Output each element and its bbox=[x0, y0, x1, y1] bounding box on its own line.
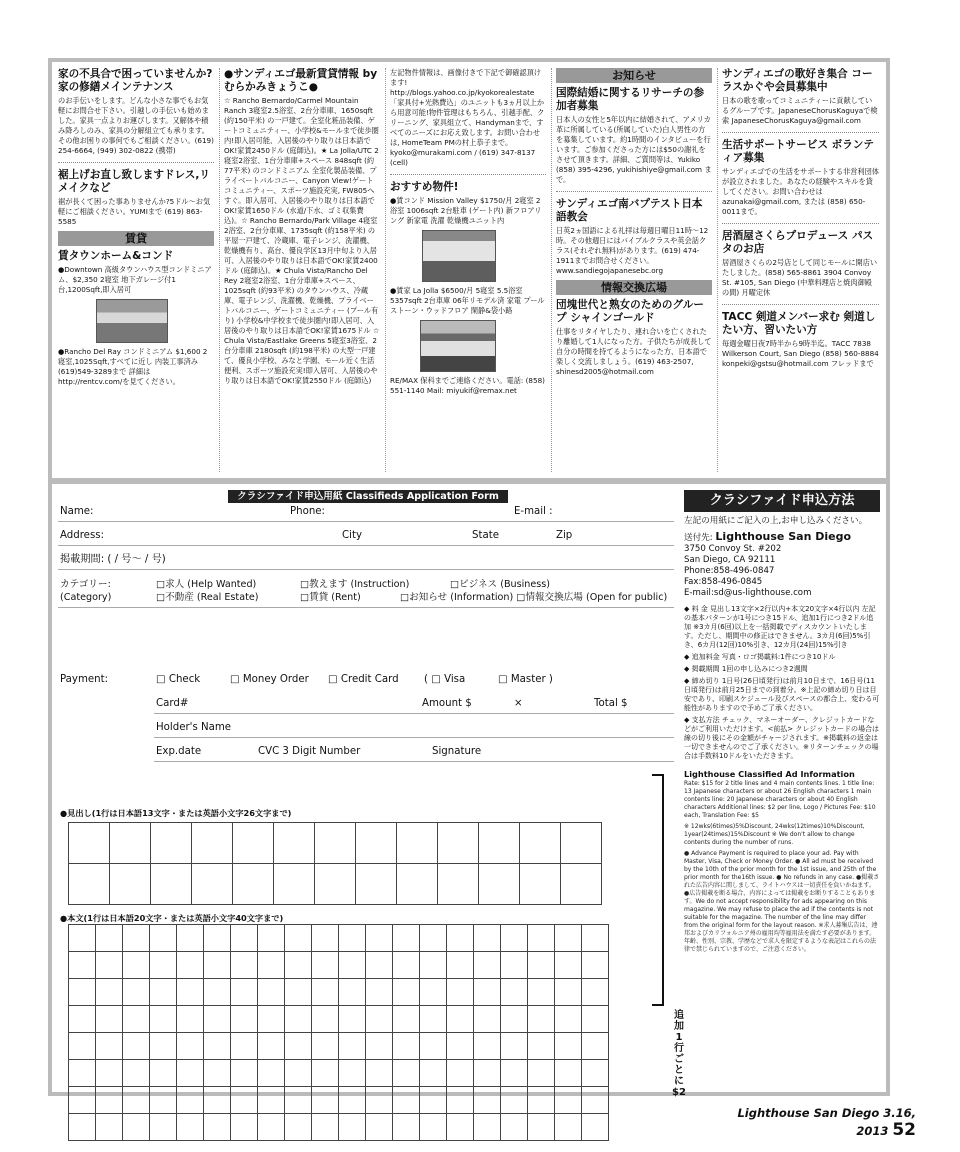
grid-cell[interactable] bbox=[555, 979, 582, 1006]
holder-name-field[interactable]: Holder's Name bbox=[156, 722, 232, 733]
condo-photo bbox=[422, 230, 496, 282]
ad-text: ●賃コンド Mission Valley $1750/月 2寝室 2浴室 1006sqft 2台駐車 (ゲート内) 新フロアリング 新家電 洗濯 乾燥機ユニット内 bbox=[390, 196, 542, 225]
ad-text: 仕事をリタイヤしたり、連れ合いを亡くされたり離婚して1人になった方。子供たちが成長して自分の時間を持てるようになった方、日本語で楽しく交流しましょう。(619) 463-2507, shinesd2005@hotmail.com bbox=[556, 327, 712, 376]
grid-cell[interactable] bbox=[204, 1114, 231, 1141]
grid-cell[interactable] bbox=[312, 952, 339, 979]
grid-cell[interactable] bbox=[420, 1114, 447, 1141]
address-field[interactable]: Address: bbox=[60, 530, 105, 541]
grid-cell[interactable] bbox=[150, 925, 177, 952]
company-name: Lighthouse San Diego bbox=[715, 530, 852, 543]
grid-cell[interactable] bbox=[177, 1087, 204, 1114]
category-real-estate[interactable]: □不動産 (Real Estate) bbox=[156, 592, 259, 603]
grid-cell[interactable] bbox=[231, 925, 258, 952]
category-rent[interactable]: □賃貸 (Rent) bbox=[300, 592, 361, 603]
grid-cell[interactable] bbox=[582, 952, 609, 979]
bracket-line bbox=[652, 774, 664, 1006]
ad-text: 裾が長くて困った事ありませんか?5ドル〜お気軽にご相談ください。YUMIまで (619) 863-5585 bbox=[58, 197, 211, 226]
grid-cell[interactable] bbox=[339, 1006, 366, 1033]
grid-cell[interactable] bbox=[312, 979, 339, 1006]
additional-line-note: 追加1行ごとに$2 bbox=[672, 1010, 686, 1098]
grid-cell[interactable] bbox=[69, 1114, 96, 1141]
grid-cell[interactable] bbox=[69, 952, 96, 979]
body-grid[interactable] bbox=[68, 924, 609, 1141]
period-info: ◆ 掲載期間 1回の申し込みにつき2週間 bbox=[684, 665, 808, 673]
grid-cell[interactable] bbox=[366, 1006, 393, 1033]
english-info-terms: ● Advance Payment is required to place your ad. Pay with Master, Visa, Check or Money Order. ● All ad must be received by the 10th of the prior month for the 1st issue, and 25th of the prior month for the16th issue. ● No refunds in any case. ●掲載された広告内容に関しまして、ライトハウスは一切責任を負いかねます。●広告掲載を断る場合、内容によっては掲載をお断りすることもあります。We do not accept responsibility for ads appearing on this magazine. We may refuse to place the ad if the contents is not suitable for the magazine. The number of the line may differ from the original form for the layout reason. ※求人募集広告は、連邦およびカリフォルニア州の雇用均等雇用法を満たす必要があります。年齢、性別、宗教、学歴などで求人を限定するような表記はこれらの法律で禁じられていますので、ご注意ください。 bbox=[684, 850, 880, 953]
grid-cell[interactable] bbox=[150, 1114, 177, 1141]
row-period bbox=[58, 550, 674, 570]
grid-cell[interactable] bbox=[420, 925, 447, 952]
grid-cell[interactable] bbox=[150, 952, 177, 979]
row-holder bbox=[154, 718, 674, 738]
grid-cell[interactable] bbox=[474, 1114, 501, 1141]
grid-cell[interactable] bbox=[356, 823, 397, 864]
row-name bbox=[58, 502, 674, 522]
grid-cell[interactable] bbox=[204, 1033, 231, 1060]
grid-cell[interactable] bbox=[96, 1087, 123, 1114]
grid-cell[interactable] bbox=[96, 1060, 123, 1087]
grid-cell[interactable] bbox=[447, 1033, 474, 1060]
house-photo bbox=[420, 320, 496, 372]
grid-cell[interactable] bbox=[69, 1087, 96, 1114]
category-instruction[interactable]: □教えます (Instruction) bbox=[300, 579, 410, 590]
ad-text: 日英2ヵ国語による礼拝は毎週日曜日11時〜12時。その他週日にはバイブルクラスや英会話クラス(それぞれ無料)があります。(619) 474-1911までお問合せください。www.sandiegojapanesebc.org bbox=[556, 226, 709, 275]
grid-cell[interactable] bbox=[366, 1114, 393, 1141]
rate-info: ◆ 料 金 見出し13文字×2行以内+本文20文字×4行以内 左記の基本パターンが1号につき15ドル、追加1行につき2ドル追加 ※3カ月(6回)以上を一括掲載でディスカウントいたします。ただし、期間中の修正はできません。3カ月(6回)5%引き、6カ月(12回)10%引き、12カ月(24回)15%引き bbox=[684, 605, 876, 649]
grid-cell[interactable] bbox=[474, 952, 501, 979]
grid-cell[interactable] bbox=[285, 1087, 312, 1114]
section-band-rent: 賃貸 bbox=[58, 231, 214, 246]
grid-cell[interactable] bbox=[258, 952, 285, 979]
grid-cell[interactable] bbox=[555, 1006, 582, 1033]
grid-cell[interactable] bbox=[312, 1006, 339, 1033]
grid-cell[interactable] bbox=[528, 1006, 555, 1033]
grid-cell[interactable] bbox=[501, 1087, 528, 1114]
grid-cell[interactable] bbox=[123, 1114, 150, 1141]
ad-heading: 生活サポートサービス ボランティア募集 bbox=[722, 139, 874, 164]
instructions-intro: 左記の用紙にご記入の上,お申し込みください。 bbox=[684, 516, 868, 526]
category-help-wanted[interactable]: □求人 (Help Wanted) bbox=[156, 579, 257, 590]
grid-cell[interactable] bbox=[285, 1114, 312, 1141]
grid-cell[interactable] bbox=[339, 1114, 366, 1141]
grid-cell[interactable] bbox=[258, 979, 285, 1006]
grid-cell[interactable] bbox=[177, 1114, 204, 1141]
ad-text: のお手伝いをします。どんな小さな事でもお気軽にお問合せ下さい。引越しの手伝いも始めました。家具一点よりお運びします。又解体や積み降ろしのみ、家具の分解組立ても承ります。その他お困りの事何でもご相談ください。(619) 254-6664, (949) 302-0822 (携帯) bbox=[58, 96, 214, 155]
ad-heading: 賃タウンホーム&コンド bbox=[58, 250, 174, 262]
ad-text: RE/MAX 保科までご連絡ください。電話: (858) 551-1140 Mail: miyukif@remax.net bbox=[390, 376, 545, 395]
grid-cell[interactable] bbox=[177, 1033, 204, 1060]
page-number: 52 bbox=[892, 1120, 916, 1140]
grid-cell[interactable] bbox=[528, 1114, 555, 1141]
grid-cell[interactable] bbox=[123, 1087, 150, 1114]
signature-field[interactable]: Signature bbox=[432, 746, 482, 757]
ad-heading: サンディエゴ南バプテスト日本語教会 bbox=[556, 198, 703, 223]
grid-cell[interactable] bbox=[555, 1060, 582, 1087]
state-field[interactable]: State bbox=[472, 530, 499, 541]
period-field[interactable]: 掲載期間: ( / 号〜 / 号) bbox=[60, 554, 166, 565]
ad-heading: TACC 剣道メンバー求む 剣道したい方、習いたい方 bbox=[722, 311, 876, 336]
send-to-label: 送付先: bbox=[684, 533, 713, 543]
grid-cell[interactable] bbox=[231, 1114, 258, 1141]
grid-cell[interactable] bbox=[501, 1060, 528, 1087]
grid-cell[interactable] bbox=[447, 925, 474, 952]
grid-cell[interactable] bbox=[285, 1033, 312, 1060]
email-line[interactable]: E-mail:sd@us-lighthouse.com bbox=[684, 588, 812, 598]
grid-cell[interactable] bbox=[150, 1033, 177, 1060]
grid-cell[interactable] bbox=[233, 864, 274, 905]
amount-field[interactable]: Amount $ bbox=[422, 698, 472, 709]
ad-text: 日本の歌を歌ってコミュニティーに貢献しているグループです。JapaneseChorusKaguyaで検索 JapaneseChorusKaguya@gmail.com bbox=[722, 96, 878, 125]
phone-field[interactable]: Phone: bbox=[290, 506, 325, 517]
grid-cell[interactable] bbox=[312, 1087, 339, 1114]
grid-cell[interactable] bbox=[479, 864, 520, 905]
grid-cell[interactable] bbox=[258, 1033, 285, 1060]
row-exp bbox=[154, 742, 674, 762]
grid-cell[interactable] bbox=[192, 864, 233, 905]
ad-heading: ●サンディエゴ最新賃貸情報 by むらかみきょうこ● bbox=[224, 68, 378, 93]
grid-cell[interactable] bbox=[96, 979, 123, 1006]
ad-text: 日本人の女性と5年以内に結婚されて、アメリカ革に所属している(所属していた)白人男性の方を募集しています。約1時間のインタビューを行います。ご参加くださった方には$50の謝礼をさせて頂きます。詳細、ご質問等は、Yukiko (858) 395-4296, yukihishiye@gmail.com まで。 bbox=[556, 115, 712, 184]
grid-cell[interactable] bbox=[447, 979, 474, 1006]
ad-heading: 団塊世代と熟女のためのグループ シャインゴールド bbox=[556, 299, 704, 324]
application-form bbox=[58, 490, 674, 1090]
grid-cell[interactable] bbox=[96, 1006, 123, 1033]
headline-note: ●見出し(1行は日本語13文字・または英語小文字26文字まで) bbox=[60, 808, 292, 818]
grid-cell[interactable] bbox=[312, 925, 339, 952]
grid-cell[interactable] bbox=[393, 1033, 420, 1060]
grid-cell[interactable] bbox=[69, 864, 110, 905]
grid-cell[interactable] bbox=[312, 1114, 339, 1141]
ad-heading: 家の不具合で困っていませんか?家の修繕メインテナンス bbox=[58, 68, 213, 93]
grid-cell[interactable] bbox=[339, 952, 366, 979]
classified-listings bbox=[58, 68, 884, 472]
grid-cell[interactable] bbox=[528, 925, 555, 952]
grid-cell[interactable] bbox=[233, 823, 274, 864]
listing-column-3 bbox=[390, 68, 552, 472]
money-order-option[interactable]: □ Money Order bbox=[230, 674, 309, 685]
grid-cell[interactable] bbox=[420, 1087, 447, 1114]
page-footer bbox=[716, 1106, 916, 1140]
credit-card-option[interactable]: □ Credit Card bbox=[328, 674, 399, 685]
grid-cell[interactable] bbox=[474, 1087, 501, 1114]
grid-cell[interactable] bbox=[150, 1006, 177, 1033]
cvc-field[interactable]: CVC 3 Digit Number bbox=[258, 746, 361, 757]
listing-column-5 bbox=[722, 68, 884, 472]
master-option[interactable]: □ Master ) bbox=[498, 674, 553, 685]
grid-cell[interactable] bbox=[393, 952, 420, 979]
classifieds-frame bbox=[48, 58, 890, 1096]
grid-cell[interactable] bbox=[177, 1006, 204, 1033]
grid-cell[interactable] bbox=[258, 925, 285, 952]
grid-cell[interactable] bbox=[192, 823, 233, 864]
extra-fee-info: ◆ 追加料金 写真・ロゴ掲載料:1件につき10ドル bbox=[684, 653, 836, 661]
grid-cell[interactable] bbox=[474, 979, 501, 1006]
city-field[interactable]: City bbox=[342, 530, 362, 541]
grid-cell[interactable] bbox=[151, 864, 192, 905]
grid-cell[interactable] bbox=[520, 823, 561, 864]
grid-cell[interactable] bbox=[501, 1114, 528, 1141]
row-category bbox=[58, 576, 674, 608]
magazine-issue: Lighthouse San Diego 3.16, 2013 bbox=[737, 1106, 916, 1138]
grid-cell[interactable] bbox=[231, 979, 258, 1006]
grid-cell[interactable] bbox=[150, 979, 177, 1006]
name-field[interactable]: Name: bbox=[60, 506, 94, 517]
ad-heading: 裾上げお直し致しますドレス,リメイクなど bbox=[58, 169, 211, 194]
grid-cell[interactable] bbox=[366, 1033, 393, 1060]
grid-cell[interactable] bbox=[366, 925, 393, 952]
category-label: カテゴリー: bbox=[60, 579, 111, 590]
fax-line: Fax:858-496-0845 bbox=[684, 577, 763, 587]
grid-cell[interactable] bbox=[420, 1006, 447, 1033]
grid-cell[interactable] bbox=[123, 1033, 150, 1060]
body-note: ●本文(1行は日本語20文字・または英語小文字40文字まで) bbox=[60, 913, 284, 923]
grid-cell[interactable] bbox=[285, 1006, 312, 1033]
grid-cell[interactable] bbox=[177, 979, 204, 1006]
grid-cell[interactable] bbox=[96, 1033, 123, 1060]
grid-cell[interactable] bbox=[555, 1033, 582, 1060]
grid-cell[interactable] bbox=[393, 1060, 420, 1087]
grid-cell[interactable] bbox=[393, 925, 420, 952]
grid-cell[interactable] bbox=[69, 979, 96, 1006]
grid-cell[interactable] bbox=[474, 925, 501, 952]
grid-cell[interactable] bbox=[274, 864, 315, 905]
grid-cell[interactable] bbox=[177, 952, 204, 979]
grid-cell[interactable] bbox=[561, 823, 602, 864]
grid-cell[interactable] bbox=[69, 1006, 96, 1033]
listing-column-2 bbox=[224, 68, 386, 472]
grid-cell[interactable] bbox=[150, 1060, 177, 1087]
grid-cell[interactable] bbox=[123, 952, 150, 979]
grid-cell[interactable] bbox=[501, 979, 528, 1006]
grid-cell[interactable] bbox=[204, 1060, 231, 1087]
section-divider bbox=[52, 478, 886, 484]
grid-cell[interactable] bbox=[123, 1060, 150, 1087]
grid-cell[interactable] bbox=[447, 1006, 474, 1033]
grid-cell[interactable] bbox=[438, 823, 479, 864]
grid-cell[interactable] bbox=[204, 1006, 231, 1033]
ad-text: サンディエゴでの生活をサポートする非営利団体が設立されました。あなたの経験やスキルを貸してください。お問い合わせはazunakai@gmail.com, または (858) 650-0011まで。 bbox=[722, 167, 879, 216]
address-line: 3750 Convoy St. #202 bbox=[684, 544, 782, 554]
grid-cell[interactable] bbox=[582, 925, 609, 952]
deadline-info: ◆ 締め切り 1日号(26日頃発行)は前月10日まで、16日号(11日頃発行)は前月25日までの到着分。※上記の締め切り日は目安であり、印刷スケジュール及びスペースの都合上、変わる可能性がありますので予めご了承ください。 bbox=[684, 677, 880, 712]
grid-cell[interactable] bbox=[258, 1060, 285, 1087]
phone-line: Phone:858-496-0847 bbox=[684, 566, 775, 576]
grid-cell[interactable] bbox=[110, 823, 151, 864]
times-sign: × bbox=[514, 698, 523, 709]
grid-cell[interactable] bbox=[393, 1006, 420, 1033]
grid-cell[interactable] bbox=[420, 1060, 447, 1087]
row-card bbox=[154, 694, 674, 714]
grid-cell[interactable] bbox=[110, 864, 151, 905]
grid-cell[interactable] bbox=[420, 979, 447, 1006]
exp-date-field[interactable]: Exp.date bbox=[156, 746, 202, 757]
grid-cell[interactable] bbox=[285, 952, 312, 979]
grid-cell[interactable] bbox=[528, 1060, 555, 1087]
grid-cell[interactable] bbox=[582, 1087, 609, 1114]
grid-cell[interactable] bbox=[123, 979, 150, 1006]
ad-text: ●Downtown 高級タウンハウス型コンドミニアム、$2,350 2寝室 地下ガレージ付1台,1200Sqft,即入居可 bbox=[58, 265, 212, 294]
ad-heading: 国際結婚に関するリサーチの参加者募集 bbox=[556, 87, 705, 112]
card-number-field[interactable]: Card# bbox=[156, 698, 189, 709]
grid-cell[interactable] bbox=[96, 952, 123, 979]
payment-info: ◆ 支払方法 チェック、マネーオーダー、クレジットカードなどがご利用いただけます。<前払> クレジットカードの場合は線の切り後にその金額がチャージされます。※掲載料の返金は一切できませんのでご了承ください。※リターンチェックの場合は手数料10ドルをいただきます。 bbox=[684, 716, 880, 760]
grid-cell[interactable] bbox=[204, 952, 231, 979]
section-band-notice: お知らせ bbox=[556, 68, 712, 83]
grid-cell[interactable] bbox=[356, 864, 397, 905]
grid-cell[interactable] bbox=[231, 1006, 258, 1033]
grid-cell[interactable] bbox=[69, 823, 110, 864]
grid-cell[interactable] bbox=[420, 952, 447, 979]
listing-column-1 bbox=[58, 68, 220, 472]
grid-cell[interactable] bbox=[69, 1033, 96, 1060]
grid-cell[interactable] bbox=[397, 864, 438, 905]
grid-cell[interactable] bbox=[339, 1060, 366, 1087]
grid-cell[interactable] bbox=[555, 952, 582, 979]
grid-cell[interactable] bbox=[339, 1033, 366, 1060]
ad-text: 居酒屋さくらの2号店として同じモールに開店いたしました。(858) 565-8861 3904 Convoy St. #105, San Diego (中華料理店と焼肉御殿の間) 月曜定休 bbox=[722, 258, 878, 297]
grid-cell[interactable] bbox=[69, 1060, 96, 1087]
grid-cell[interactable] bbox=[366, 1087, 393, 1114]
grid-cell[interactable] bbox=[123, 925, 150, 952]
grid-cell[interactable] bbox=[177, 1060, 204, 1087]
grid-cell[interactable] bbox=[447, 952, 474, 979]
grid-cell[interactable] bbox=[393, 1087, 420, 1114]
grid-cell[interactable] bbox=[501, 952, 528, 979]
ad-text: 左記物件情報は、画像付きで下記で御確認頂けます! http://blogs.yahoo.co.jp/kyokorealestate 「家具付+光熱費込」のユニットも3ヵ月以上から用意可能!物件管理はもちろん、引越手配、クリーニング、家具組立て、Handymanまで、すべてのニーズにお応え致します。お問い合わせは, HomeTeam PMの村上恭子まで。kyoko@murakami.com / (619) 347-8137 (cell) bbox=[390, 68, 545, 167]
grid-cell[interactable] bbox=[501, 1033, 528, 1060]
grid-cell[interactable] bbox=[447, 1087, 474, 1114]
ad-heading: 居酒屋さくらプロデュース パスタのお店 bbox=[722, 230, 874, 255]
grid-cell[interactable] bbox=[231, 1087, 258, 1114]
grid-cell[interactable] bbox=[447, 1060, 474, 1087]
grid-cell[interactable] bbox=[501, 1006, 528, 1033]
grid-cell[interactable] bbox=[366, 952, 393, 979]
grid-cell[interactable] bbox=[474, 1006, 501, 1033]
grid-cell[interactable] bbox=[339, 925, 366, 952]
grid-cell[interactable] bbox=[231, 952, 258, 979]
grid-cell[interactable] bbox=[555, 1114, 582, 1141]
ad-heading: サンディエゴの歌好き集合 コーラスかぐや会員募集中 bbox=[722, 68, 873, 93]
grid-cell[interactable] bbox=[528, 1033, 555, 1060]
grid-cell[interactable] bbox=[479, 823, 520, 864]
grid-cell[interactable] bbox=[393, 979, 420, 1006]
grid-cell[interactable] bbox=[315, 823, 356, 864]
grid-cell[interactable] bbox=[204, 925, 231, 952]
grid-cell[interactable] bbox=[96, 1114, 123, 1141]
grid-cell[interactable] bbox=[582, 979, 609, 1006]
grid-cell[interactable] bbox=[528, 952, 555, 979]
row-address bbox=[58, 526, 674, 546]
check-option[interactable]: □ Check bbox=[156, 674, 201, 685]
category-business[interactable]: □ビジネス (Business) bbox=[450, 579, 550, 590]
grid-cell[interactable] bbox=[285, 925, 312, 952]
grid-cell[interactable] bbox=[501, 925, 528, 952]
row-payment bbox=[58, 670, 674, 690]
grid-cell[interactable] bbox=[474, 1060, 501, 1087]
address-line: San Diego, CA 92111 bbox=[684, 555, 776, 565]
grid-cell[interactable] bbox=[258, 1087, 285, 1114]
payment-label: Payment: bbox=[60, 674, 109, 685]
instructions-panel bbox=[684, 490, 880, 1090]
category-label-en: (Category) bbox=[60, 592, 112, 603]
category-information[interactable]: □お知らせ (Information) □情報交換広場 (Open for public) bbox=[400, 592, 668, 603]
grid-cell[interactable] bbox=[177, 925, 204, 952]
grid-cell[interactable] bbox=[151, 823, 192, 864]
grid-cell[interactable] bbox=[561, 864, 602, 905]
grid-cell[interactable] bbox=[312, 1060, 339, 1087]
grid-cell[interactable] bbox=[397, 823, 438, 864]
grid-cell[interactable] bbox=[312, 1033, 339, 1060]
grid-cell[interactable] bbox=[366, 979, 393, 1006]
grid-cell[interactable] bbox=[582, 1006, 609, 1033]
condo-photo bbox=[96, 299, 168, 343]
grid-cell[interactable] bbox=[555, 925, 582, 952]
total-field[interactable]: Total $ bbox=[594, 698, 628, 709]
ad-text: ●Rancho Del Ray コンドミニアム $1,600 2寝室,1025Sqft,すべてに近し 内装工事済み (619)549-3289まで 詳細は http://rentcv.com/を見てください。 bbox=[58, 347, 208, 386]
grid-cell[interactable] bbox=[150, 1087, 177, 1114]
grid-cell[interactable] bbox=[555, 1087, 582, 1114]
form-title: クラシファイド申込用紙 Classifieds Application Form bbox=[228, 490, 508, 503]
english-info-discount: ※ 12wks(6times)5%Discount, 24wks(12times)10%Discount, 1year(24times)15%Discount ※ We don't allow to change contents during the number of runs. bbox=[684, 823, 865, 846]
ad-text: 毎週金曜日夜7時半から9時半迄。TACC 7838 Wilkerson Court, San Diego (858) 560-8884 konpeki@gstsu@hotmail.com フレッドまで bbox=[722, 339, 879, 368]
grid-cell[interactable] bbox=[339, 1087, 366, 1114]
grid-cell[interactable] bbox=[582, 1033, 609, 1060]
grid-cell[interactable] bbox=[582, 1114, 609, 1141]
visa-option[interactable]: ( □ Visa bbox=[424, 674, 466, 685]
grid-cell[interactable] bbox=[204, 1087, 231, 1114]
grid-cell[interactable] bbox=[474, 1033, 501, 1060]
grid-cell[interactable] bbox=[528, 1087, 555, 1114]
grid-cell[interactable] bbox=[69, 925, 96, 952]
grid-cell[interactable] bbox=[366, 1060, 393, 1087]
grid-cell[interactable] bbox=[393, 1114, 420, 1141]
grid-cell[interactable] bbox=[231, 1060, 258, 1087]
grid-cell[interactable] bbox=[528, 979, 555, 1006]
email-field[interactable]: E-mail : bbox=[514, 506, 553, 517]
grid-cell[interactable] bbox=[231, 1033, 258, 1060]
grid-cell[interactable] bbox=[274, 823, 315, 864]
grid-cell[interactable] bbox=[520, 864, 561, 905]
grid-cell[interactable] bbox=[258, 1006, 285, 1033]
zip-field[interactable]: Zip bbox=[556, 530, 573, 541]
english-info-heading: Lighthouse Classified Ad Information bbox=[684, 769, 855, 779]
ad-text: ☆ Rancho Bernardo/Carmel Mountain Ranch 3寝室2.5浴室、2台分車庫、1650sqft (約150平米) の一戸建て。全室化粧品装備、ゲートコミュニティー、小学校&モールまで徒歩圏内!即入居可能、入居後のやり取りは日本語でOK!家賃2450ドル (庭師込)。★ La Jolla/UTC 2寝室2浴室、1台分車庫+スペース 848sqft (約77平米) のコンドミニアム 全室化製品装備、プライベートバルコニー、Canyon View!ゲートコミュニティー、スポーツ施設充実, FW805へすぐ。即入居可、入居後のやり取りは日本語でOK!家賃1650ドル (水道/下水、ゴミ収集費込)。☆ Rancho Bernardo/Park Village 4寝室2浴室、2台分車庫、1735sqft (約158平米) の平屋一戸建て、冷蔵庫、電子レンジ、洗濯機、乾燥機有り、高台、優良学区13月中旬より入居可、入居後のやり取りは日本語でOK!家賃2400ドル (庭師込)。★ Chula Vista/Rancho Del Rey 2寝室2浴室、1台分車庫+スペース、1025sqft (約93平米) のタウンハウス、冷蔵庫、電子レンジ、洗濯機、乾燥機、プライベートバルコニー、ゲートコミュニティー (プール有り) 小学校&中学校まで徒歩圏内!即入居可、入居後のやり取りは日本語でOK!家賃1675ドル ☆ Chula Vista/Eastlake Greens 5寝室3浴室、2台分車庫 2180sqft (約198平米) の大型一戸建て、優良小学校、みなと学園、モール近く生活便利、スポーツ施設充実!即入居可、入居後のやり取りは日本語でOK!家賃2550ドル (庭師込) bbox=[224, 96, 380, 385]
grid-cell[interactable] bbox=[285, 979, 312, 1006]
english-info-rates: Rate: $15 for 2 title lines and 4 main contents lines. 1 title line: 13 Japanese characters or about 26 English characters 1 main contents line: 20 Japanese characters or about 40 English characters Additional lines: $2 per line, Logo / Pictures Fee: $10 each, Translation Fee: $5 bbox=[684, 780, 876, 819]
grid-cell[interactable] bbox=[123, 1006, 150, 1033]
grid-cell[interactable] bbox=[582, 1060, 609, 1087]
grid-cell[interactable] bbox=[438, 864, 479, 905]
section-band-exchange: 情報交換広場 bbox=[556, 280, 712, 295]
grid-cell[interactable] bbox=[258, 1114, 285, 1141]
ad-heading: おすすめ物件! bbox=[390, 181, 459, 193]
grid-cell[interactable] bbox=[285, 1060, 312, 1087]
grid-cell[interactable] bbox=[204, 979, 231, 1006]
listing-column-4 bbox=[556, 68, 718, 472]
grid-cell[interactable] bbox=[96, 925, 123, 952]
grid-cell[interactable] bbox=[315, 864, 356, 905]
grid-cell[interactable] bbox=[339, 979, 366, 1006]
instructions-title: クラシファイド申込方法 bbox=[684, 490, 880, 512]
ad-text: ●賃家 La Jolla $6500/月 5寝室 5.5浴室 5357sqft 2台車庫 06年リモデル済 家電 プール ストーン・ウッドフロア 閑静&袋小路 bbox=[390, 286, 545, 315]
grid-cell[interactable] bbox=[420, 1033, 447, 1060]
grid-cell[interactable] bbox=[447, 1114, 474, 1141]
headline-grid[interactable] bbox=[68, 822, 602, 905]
